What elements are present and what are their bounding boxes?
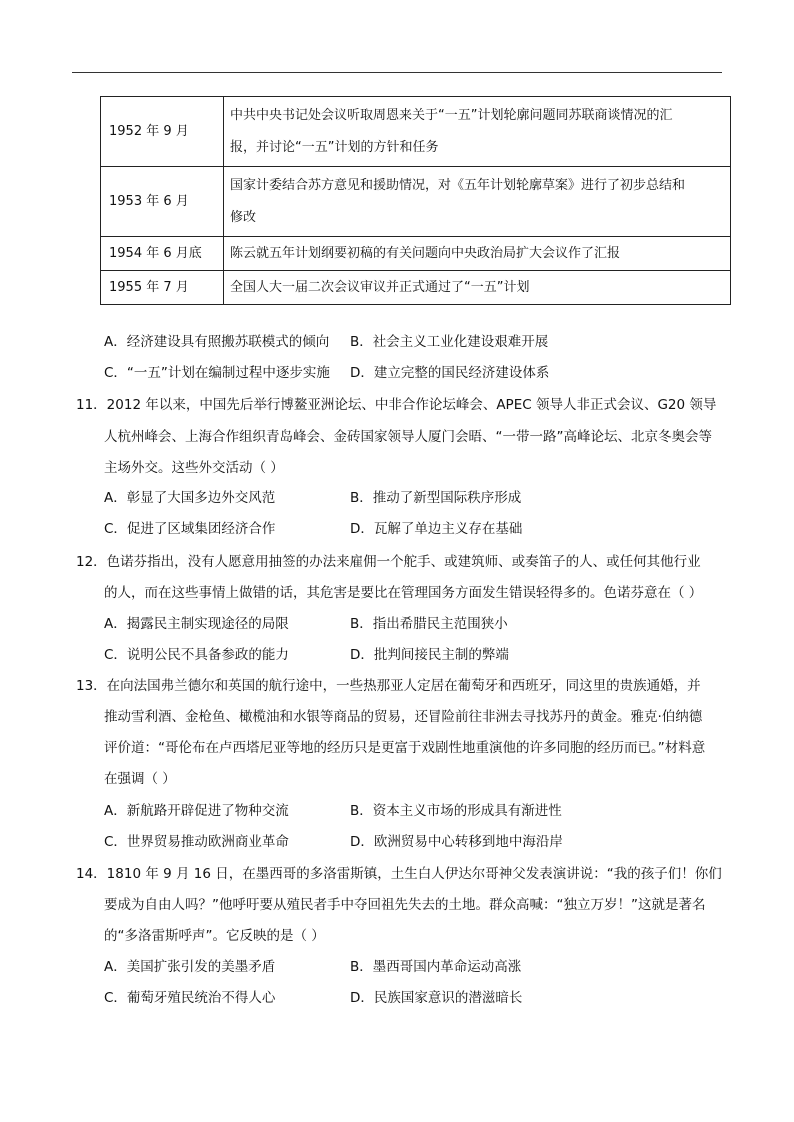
table-event-line: 全国人大一届二次会议审议并正式通过了“一五”计划 [230, 279, 530, 295]
table-event-line: 国家计委结合苏方意见和援助情况，对《五年计划轮廓草案》进行了初步总结和 [230, 177, 686, 193]
q13-stem-line: 13．在向法国弗兰德尔和英国的航行途中，一些热那亚人定居在葡萄牙和西班牙，同这里的贵族通婚，并 [76, 678, 701, 694]
q13-stem-line: 在强调（ ） [104, 771, 176, 787]
q13-option-a[interactable]: A．新航路开辟促进了物种交流 [104, 803, 289, 819]
table-date-cell: 1954 年 6 月底 [101, 237, 224, 271]
q11-option-d[interactable]: D．瓦解了单边主义存在基础 [350, 521, 523, 537]
q14-option-b[interactable]: B．墨西哥国内革命运动高涨 [350, 959, 522, 975]
table-event-line: 中共中央书记处会议听取周恩来关于“一五”计划轮廓问题同苏联商谈情况的汇 [230, 107, 673, 123]
table-event-cell [224, 237, 731, 271]
q14-option-d[interactable]: D．民族国家意识的潜滋暗长 [350, 990, 523, 1006]
table-date-cell: 1955 年 7 月 [101, 271, 224, 305]
table-event-cell [224, 97, 731, 167]
q14-stem-line: 要成为自由人吗？”他呼吁要从殖民者手中夺回祖先失去的土地。群众高喊：“独立万岁！”这就是著名 [104, 897, 706, 913]
q12-option-c[interactable]: C．说明公民不具备参政的能力 [104, 647, 289, 663]
q10-option-c[interactable]: C．“一五”计划在编制过程中逐步实施 [104, 365, 330, 381]
q12-option-b[interactable]: B．指出希腊民主范围狭小 [350, 616, 508, 632]
q14-option-c[interactable]: C．葡萄牙殖民统治不得人心 [104, 990, 276, 1006]
q13-option-b[interactable]: B．资本主义市场的形成具有渐进性 [350, 803, 562, 819]
q13-stem-line: 推动雪利酒、金枪鱼、橄榄油和水银等商品的贸易，还冒险前往非洲去寻找苏丹的黄金。雅克·伯纳德 [104, 709, 703, 725]
q11-stem-line: 11．2012 年以来，中国先后举行博鳌亚洲论坛、中非合作论坛峰会、APEC 领导人非正式会议、G20 领导 [76, 397, 717, 413]
table-event-line: 报，并讨论“一五”计划的方针和任务 [230, 139, 439, 155]
q12-option-a[interactable]: A．揭露民主制实现途径的局限 [104, 616, 289, 632]
q11-option-b[interactable]: B．推动了新型国际秩序形成 [350, 490, 522, 506]
q10-option-a[interactable]: A．经济建设具有照搬苏联模式的倾向 [104, 334, 330, 350]
table-row [101, 97, 731, 167]
header-rule [72, 72, 722, 73]
q11-option-c[interactable]: C．促进了区域集团经济合作 [104, 521, 276, 537]
q13-option-d[interactable]: D．欧洲贸易中心转移到地中海沿岸 [350, 834, 563, 850]
q12-option-d[interactable]: D．批判间接民主制的弊端 [350, 647, 509, 663]
table-date-cell: 1953 年 6 月 [101, 167, 224, 237]
table-row [101, 237, 731, 271]
table-event-cell [224, 271, 731, 305]
table-row [101, 167, 731, 237]
q12-stem-line: 的人，而在这些事情上做错的话，其危害是要比在管理国务方面发生错误轻得多的。色诺芬意在（ ） [104, 585, 703, 601]
q14-stem-line: 14．1810 年 9 月 16 日，在墨西哥的多洛雷斯镇，土生白人伊达尔哥神父发表演讲说：“我的孩子们！你们 [76, 866, 722, 882]
table-event-line: 修改 [230, 209, 257, 225]
table-row [101, 271, 731, 305]
q11-option-a[interactable]: A．彰显了大国多边外交风范 [104, 490, 276, 506]
q10-option-d[interactable]: D．建立完整的国民经济建设体系 [350, 365, 550, 381]
table-event-cell [224, 167, 731, 237]
q14-option-a[interactable]: A．美国扩张引发的美墨矛盾 [104, 959, 276, 975]
q12-stem-line: 12．色诺芬指出，没有人愿意用抽签的办法来雇佣一个舵手、或建筑师、或奏笛子的人、或任何其他行业 [76, 554, 701, 570]
q13-stem-line: 评价道：“哥伦布在卢西塔尼亚等地的经历只是更富于戏剧性地重演他的许多同胞的经历而已。”材料意 [104, 740, 706, 756]
table-event-line: 陈云就五年计划纲要初稿的有关问题向中央政治局扩大会议作了汇报 [230, 245, 621, 261]
q10-option-b[interactable]: B．社会主义工业化建设艰难开展 [350, 334, 549, 350]
q14-stem-line: 的“多洛雷斯呼声”。它反映的是（ ） [104, 928, 325, 944]
q11-stem-line: 人杭州峰会、上海合作组织青岛峰会、金砖国家领导人厦门会晤、“一带一路”高峰论坛、北京冬奥会等 [104, 429, 712, 445]
table-date-cell: 1952 年 9 月 [101, 97, 224, 167]
timeline-table [100, 96, 731, 305]
q11-stem-line: 主场外交。这些外交活动（ ） [104, 460, 284, 476]
q13-option-c[interactable]: C．世界贸易推动欧洲商业革命 [104, 834, 289, 850]
